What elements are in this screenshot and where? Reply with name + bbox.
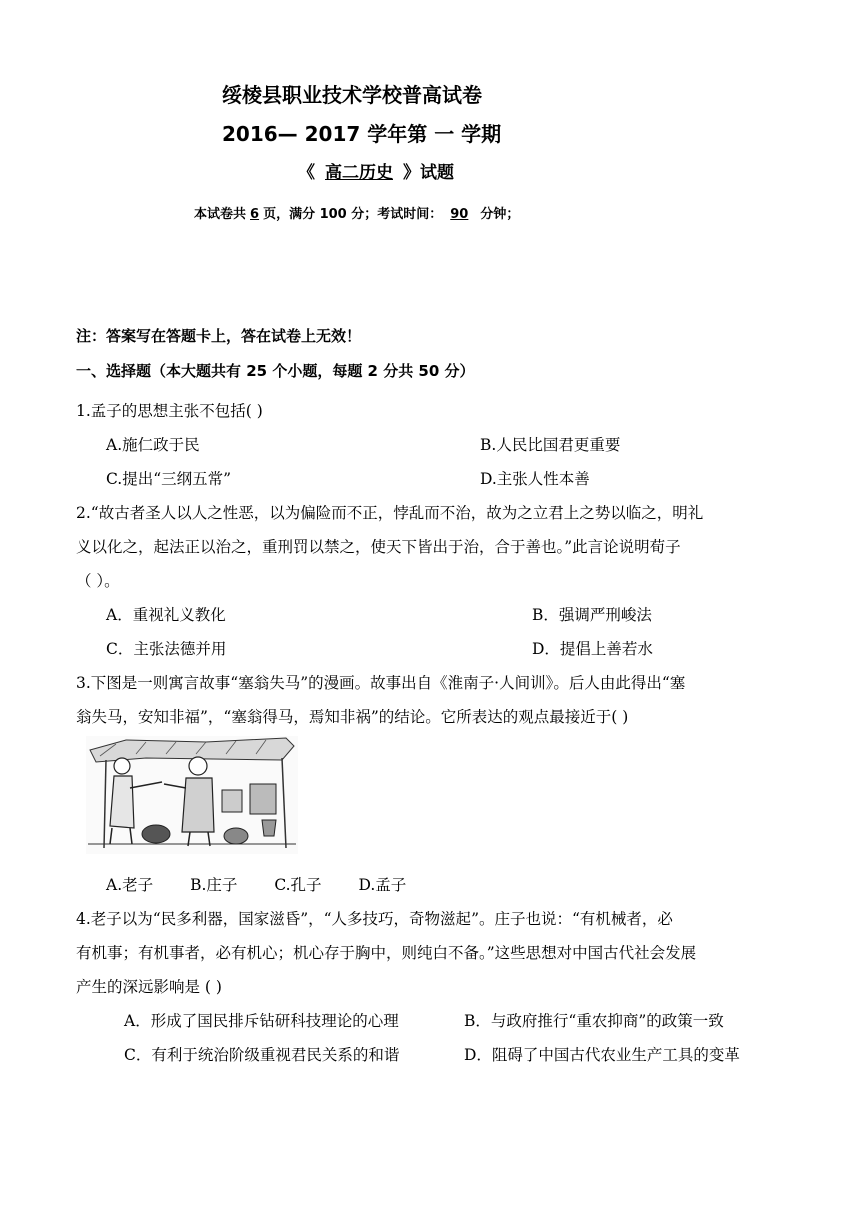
cartoon-illustration — [86, 736, 298, 854]
q3-options — [106, 873, 406, 895]
q3-option-a: A.老子 — [106, 876, 154, 894]
q4-option-c: C．有利于统治阶级重视君民关系的和谐 — [124, 1046, 400, 1064]
question-4-line-3: 产生的深远影响是 ( ) — [76, 978, 222, 996]
info-mid: 页，满分 100 分；考试时间： — [263, 207, 443, 222]
info-post: 分钟； — [480, 207, 520, 222]
q1-option-d: D.主张人性本善 — [480, 470, 590, 488]
q4-option-b: B．与政府推行“重农抑商”的政策一致 — [464, 1012, 724, 1030]
exam-time: 90 — [450, 207, 469, 222]
question-3-line-2: 翁失马，安知非福”，“塞翁得马，焉知非祸”的结论。它所表达的观点最接近于( ) — [76, 708, 629, 726]
section-heading: 一、选择题（本大题共有 25 个小题，每题 2 分共 50 分） — [76, 362, 475, 380]
question-2-line-1: 2.“故古者圣人以人之性恶，以为偏险而不正，悖乱而不治，故为之立君上之势以临之，明礼 — [76, 504, 704, 522]
question-2-line-3: （ ）。 — [76, 572, 120, 590]
q2-option-a: A．重视礼义教化 — [106, 606, 226, 624]
q3-option-d: D.孟子 — [358, 876, 407, 894]
q1-option-a: A.施仁政于民 — [106, 436, 200, 454]
question-3-line-1: 3.下图是一则寓言故事“塞翁失马”的漫画。故事出自《淮南子·人间训》。后人由此得出“塞 — [76, 674, 686, 692]
school-year: 2016— 2017 学年第 一 学期 — [222, 122, 502, 146]
q3-option-c: C.孔子 — [274, 876, 322, 894]
subject-open: 《 — [298, 163, 315, 183]
exam-info — [194, 203, 519, 222]
q2-option-b: B．强调严刑峻法 — [532, 606, 652, 624]
school-title: 绥棱县职业技术学校普高试卷 — [222, 83, 482, 107]
subject-line — [298, 158, 454, 183]
notice: 注：答案写在答题卡上，答在试卷上无效！ — [76, 327, 362, 345]
question-1: 1.孟子的思想主张不包括( ) — [76, 402, 263, 420]
subject-name: 高二历史 — [325, 163, 393, 183]
question-4-line-2: 有机事；有机事者，必有机心；机心存于胸中，则纯白不备。”这些思想对中国古代社会发展 — [76, 944, 697, 962]
question-4-line-1: 4.老子以为“民多利器，国家滋昏”，“人多技巧，奇物滋起”。庄子也说：“有机械者，必 — [76, 910, 673, 928]
question-2-line-2: 义以化之，起法正以治之，重刑罚以禁之，使天下皆出于治，合于善也。”此言论说明荀子 — [76, 538, 681, 556]
q2-option-c: C．主张法德并用 — [106, 640, 227, 658]
q4-option-d: D．阻碍了中国古代农业生产工具的变革 — [464, 1046, 740, 1064]
page-count: 6 — [250, 207, 260, 222]
q1-option-c: C.提出“三纲五常” — [106, 470, 232, 488]
q3-option-b: B.庄子 — [190, 876, 238, 894]
q2-option-d: D．提倡上善若水 — [532, 640, 653, 658]
q4-option-a: A．形成了国民排斥钻研科技理论的心理 — [124, 1012, 399, 1030]
info-pre: 本试卷共 — [194, 207, 247, 222]
subject-close: 》试题 — [403, 163, 454, 183]
q1-option-b: B.人民比国君更重要 — [480, 436, 621, 454]
